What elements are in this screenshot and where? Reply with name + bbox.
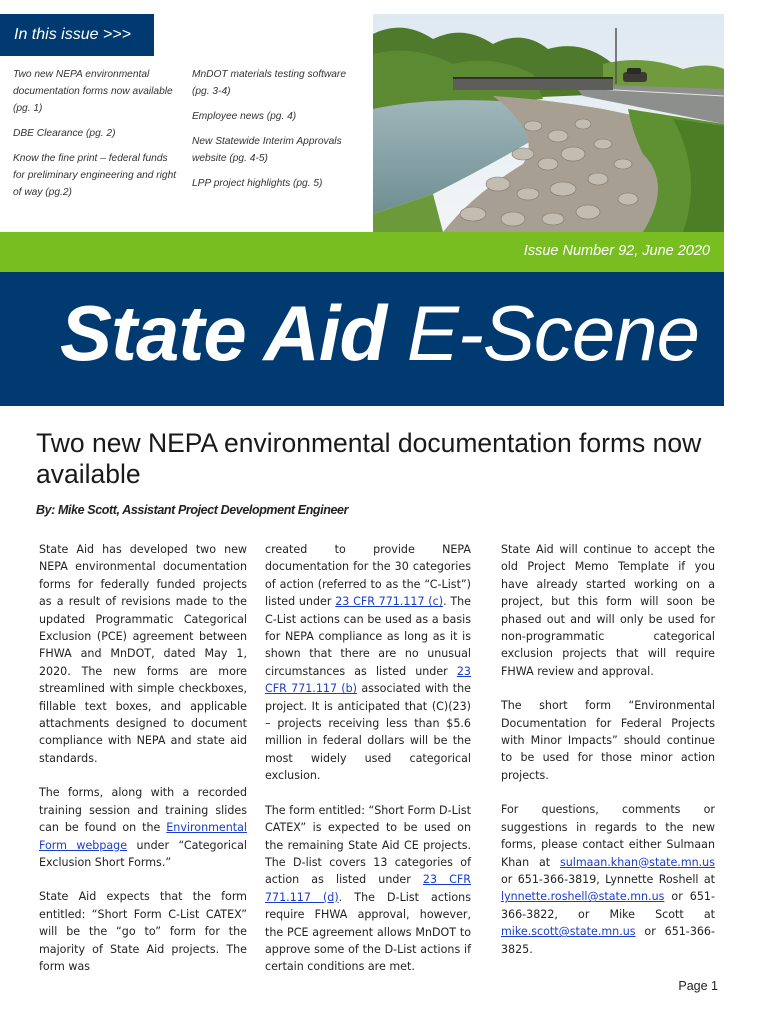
text: associated with the project. It is anticipated that (C)(23) – projects receiving less than $5.6 million in federal dollars will be the most widely used categorical exclusion.: [265, 682, 471, 783]
paragraph: [265, 541, 471, 785]
toc-item[interactable]: DBE Clearance (pg. 2): [13, 128, 116, 139]
cfr-b-link[interactable]: 23 CFR 771.117 (b): [265, 664, 471, 696]
issue-bar: [0, 232, 724, 272]
paragraph: State Aid has developed two new NEPA environmental documentation forms for federally funded projects as a result of revisions made to the updated Programmatic Categorical Exclusion (PCE) agreement between FHWA and MnDOT, dated May 1, 2020. The new forms are more streamlined with simple checkboxes, fillable text boxes, and applicable attachments designed to document compliance with NEPA and state aid standards.: [39, 543, 247, 765]
toc-item[interactable]: Know the fine print – federal funds for preliminary engineering and right of way (pg.2): [13, 153, 177, 198]
email-link-roshell[interactable]: lynnette.roshell@state.mn.us: [501, 890, 665, 904]
environmental-form-link[interactable]: Environmental Form webpage: [39, 821, 247, 852]
text: . The D-List actions require FHWA approval, however, the PCE agreement allows MnDOT to approve some of the D-List actions if certain conditions are met.: [265, 890, 471, 974]
article-column-2: [265, 541, 471, 993]
cfr-d-link[interactable]: 23 CFR 771.117 (d): [265, 873, 472, 904]
paragraph: [501, 801, 715, 958]
cfr-c-link[interactable]: 23 CFR 771.117 (c): [335, 595, 444, 609]
text: or 651-366-3822, or Mike Scott at: [501, 890, 715, 921]
article-headline: Two new NEPA environmental documentation forms now available: [36, 428, 702, 489]
article-column-1: [39, 541, 247, 992]
paragraph: [265, 802, 471, 976]
masthead-title-bold: State Aid: [60, 289, 387, 377]
masthead: [0, 272, 724, 406]
email-link-khan[interactable]: sulmaan.khan@state.mn.us: [559, 855, 715, 869]
paragraph: State Aid will continue to accept the old Project Memo Template if you have already started working on a project, but this form will soon be phased out and will only be used for non-programmatic categorical exclusion projects that will require FHWA review and approval.: [501, 543, 715, 678]
toc-item[interactable]: Employee news (pg. 4): [192, 111, 297, 122]
masthead-title-light: E-Scene: [386, 289, 699, 377]
toc-right: [192, 66, 362, 200]
in-this-issue-tab: In this issue >>>: [0, 14, 154, 56]
paragraph: State Aid expects that the form entitled: “Short Form C-List CATEX” will be the “go to” form for the majority of State Aid projects. The form was: [39, 890, 247, 973]
issue-number: Issue Number 92, June 2020: [523, 243, 710, 259]
text: or 651-366-3825.: [501, 925, 715, 956]
toc-left: [13, 66, 181, 209]
text: The forms, along with a recorded training session and training slides can be found on the: [39, 786, 247, 835]
toc-item[interactable]: MnDOT materials testing software (pg. 3-4): [192, 69, 346, 97]
paragraph: The short form “Environmental Documentation for Federal Projects with Minor Impacts” should continue to be used for those minor action projects.: [501, 699, 715, 782]
text: or 651-366-3819, Lynnette Roshell at: [501, 872, 715, 886]
article-byline: By: Mike Scott, Assistant Project Development Engineer: [36, 503, 349, 517]
text: The form entitled: “Short Form D-List CATEX” is expected to be used on the remaining State Aid CE projects. The D-list covers 13 categories of action as listed under: [265, 803, 471, 887]
text: . The C-List actions can be used as a basis for NEPA compliance as long as it is shown that there are no unusual circumstances as listed under: [265, 595, 471, 678]
text: created to provide NEPA documentation for the 30 categories of action (referred to as the “C-List”) listed under: [265, 543, 471, 609]
email-link-scott[interactable]: mike.scott@state.mn.us: [501, 925, 636, 939]
toc-item[interactable]: New Statewide Interim Approvals website (pg. 4-5): [192, 136, 342, 164]
text: under “Categorical Exclusion Short Forms.”: [39, 838, 247, 869]
page-number: Page 1: [678, 979, 718, 993]
header-photo: [373, 14, 724, 232]
toc-item[interactable]: LPP project highlights (pg. 5): [192, 178, 323, 189]
toc-item[interactable]: Two new NEPA environmental documentation forms now available (pg. 1): [13, 69, 173, 114]
paragraph: [39, 784, 247, 871]
masthead-title: [60, 289, 699, 377]
article-column-3: [501, 541, 715, 975]
text: For questions, comments or suggestions in regards to the new forms, please contact either Sulmaan Khan at: [501, 803, 715, 869]
